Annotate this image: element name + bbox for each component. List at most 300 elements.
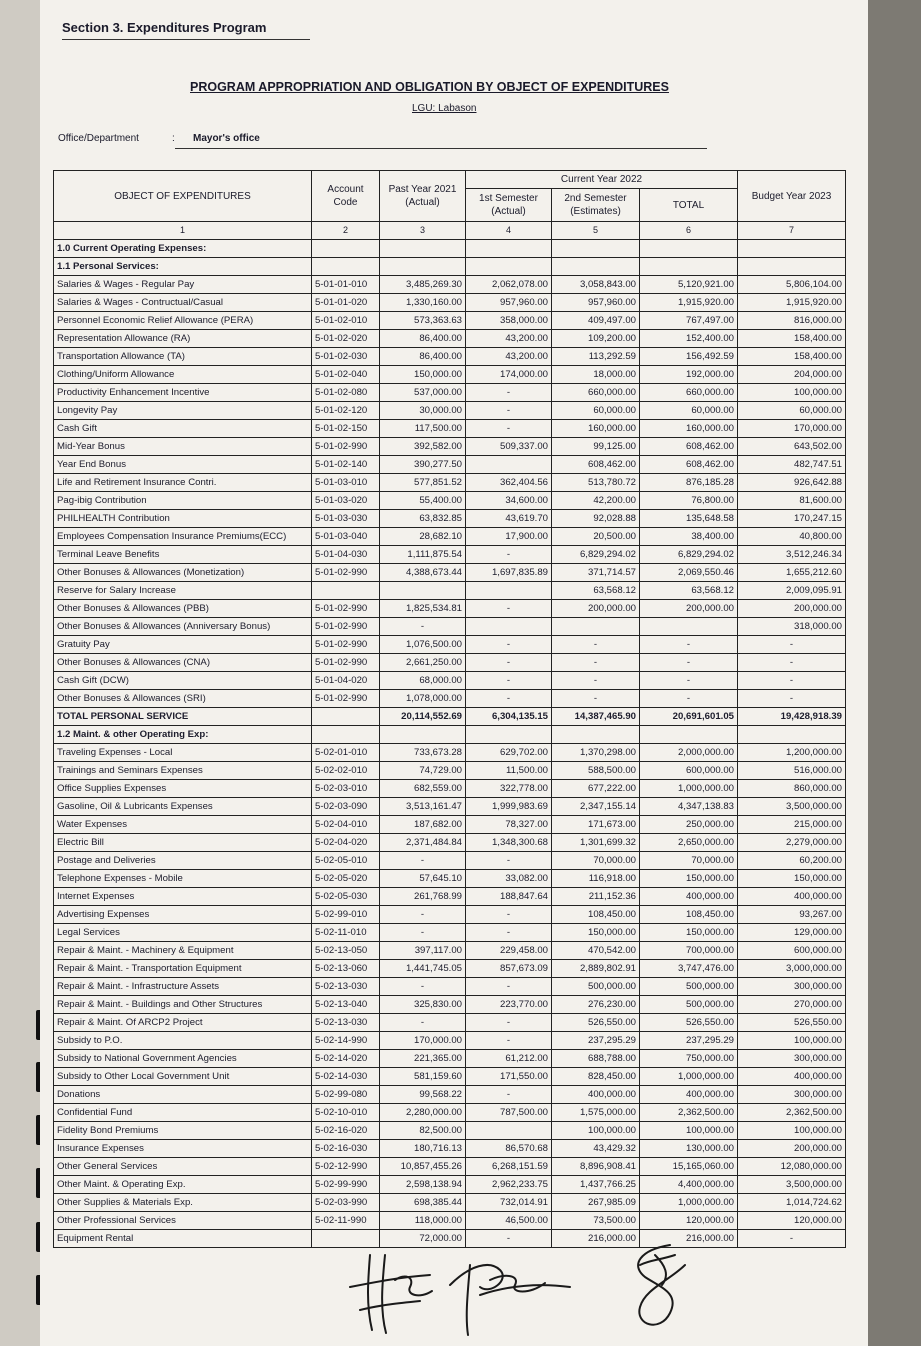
budget-cell: - (738, 672, 846, 690)
table-row (54, 906, 846, 924)
account-code-cell: 5-02-99-080 (312, 1086, 380, 1104)
total-cell: 15,165,060.00 (640, 1158, 738, 1176)
budget-cell: 215,000.00 (738, 816, 846, 834)
budget-cell: 100,000.00 (738, 384, 846, 402)
account-code-cell: 5-01-02-080 (312, 384, 380, 402)
account-code-cell: 5-02-10-010 (312, 1104, 380, 1122)
total-cell: 600,000.00 (640, 762, 738, 780)
sem2-cell: 63,568.12 (552, 582, 640, 600)
expenditure-name: Electric Bill (54, 834, 312, 852)
sem2-cell: 276,230.00 (552, 996, 640, 1014)
past-cell: - (380, 618, 466, 636)
sem1-cell: 43,200.00 (466, 348, 552, 366)
table-row (54, 420, 846, 438)
past-cell: - (380, 1014, 466, 1032)
budget-cell: 600,000.00 (738, 942, 846, 960)
sem2-cell: 500,000.00 (552, 978, 640, 996)
account-code-cell: 5-02-13-050 (312, 942, 380, 960)
budget-cell: 1,655,212.60 (738, 564, 846, 582)
sem1-cell: 6,268,151.59 (466, 1158, 552, 1176)
budget-cell: 270,000.00 (738, 996, 846, 1014)
budget-cell: 1,200,000.00 (738, 744, 846, 762)
expenditure-name: 1.2 Maint. & other Operating Exp: (54, 726, 312, 744)
account-code-cell: 5-01-02-040 (312, 366, 380, 384)
sem1-cell: 171,550.00 (466, 1068, 552, 1086)
past-cell: - (380, 906, 466, 924)
sem2-cell: 160,000.00 (552, 420, 640, 438)
sem1-cell: 629,702.00 (466, 744, 552, 762)
account-code-cell: 5-02-14-990 (312, 1032, 380, 1050)
sem1-cell: - (466, 690, 552, 708)
table-row (54, 690, 846, 708)
sem1-cell: - (466, 654, 552, 672)
total-cell (640, 618, 738, 636)
past-cell: 1,441,745.05 (380, 960, 466, 978)
budget-cell: 2,362,500.00 (738, 1104, 846, 1122)
past-cell (380, 258, 466, 276)
account-code-cell: 5-02-03-010 (312, 780, 380, 798)
expenditure-name: Clothing/Uniform Allowance (54, 366, 312, 384)
total-cell: 1,915,920.00 (640, 294, 738, 312)
account-code-cell: 5-01-02-020 (312, 330, 380, 348)
account-code-cell: 5-02-05-010 (312, 852, 380, 870)
total-cell: 4,400,000.00 (640, 1176, 738, 1194)
budget-cell: - (738, 1230, 846, 1248)
total-cell: 108,450.00 (640, 906, 738, 924)
header-budget-year: Budget Year 2023 (738, 171, 846, 222)
table-row (54, 276, 846, 294)
sem1-cell: - (466, 1014, 552, 1032)
table-row (54, 780, 846, 798)
table-row (54, 1086, 846, 1104)
signatures (340, 1225, 700, 1345)
expenditure-name: Office Supplies Expenses (54, 780, 312, 798)
sem1-cell: 1,697,835.89 (466, 564, 552, 582)
past-cell: 3,513,161.47 (380, 798, 466, 816)
budget-cell: 1,915,920.00 (738, 294, 846, 312)
past-cell: 99,568.22 (380, 1086, 466, 1104)
sem1-cell: - (466, 384, 552, 402)
table-row (54, 1104, 846, 1122)
past-cell: - (380, 978, 466, 996)
table-row (54, 528, 846, 546)
sem1-cell: - (466, 1230, 552, 1248)
total-cell: 2,650,000.00 (640, 834, 738, 852)
account-code-cell: 5-02-13-030 (312, 1014, 380, 1032)
column-number: 2 (312, 222, 380, 240)
past-cell: 180,716.13 (380, 1140, 466, 1158)
binder-edge (0, 0, 40, 1346)
account-code-cell: 5-02-04-010 (312, 816, 380, 834)
sem2-cell: 70,000.00 (552, 852, 640, 870)
expenditure-name: Insurance Expenses (54, 1140, 312, 1158)
budget-cell: 120,000.00 (738, 1212, 846, 1230)
sem2-cell: 92,028.88 (552, 510, 640, 528)
sem1-cell: 174,000.00 (466, 366, 552, 384)
sem2-cell: 150,000.00 (552, 924, 640, 942)
past-cell: - (380, 852, 466, 870)
sem1-cell: - (466, 672, 552, 690)
past-cell: 3,485,269.30 (380, 276, 466, 294)
account-code-cell: 5-01-03-010 (312, 474, 380, 492)
total-cell: 130,000.00 (640, 1140, 738, 1158)
expenditure-name: Cash Gift (DCW) (54, 672, 312, 690)
account-code-cell: 5-02-13-060 (312, 960, 380, 978)
sem1-cell: 46,500.00 (466, 1212, 552, 1230)
table-row (54, 564, 846, 582)
sem2-cell: 73,500.00 (552, 1212, 640, 1230)
total-cell: 192,000.00 (640, 366, 738, 384)
column-number: 7 (738, 222, 846, 240)
table-row (54, 636, 846, 654)
budget-cell: 2,009,095.91 (738, 582, 846, 600)
sem1-cell: - (466, 978, 552, 996)
table-row (54, 942, 846, 960)
sem2-cell: 828,450.00 (552, 1068, 640, 1086)
past-cell: 1,825,534.81 (380, 600, 466, 618)
header-past-year: Past Year 2021 (Actual) (380, 171, 466, 222)
total-cell: 2,069,550.46 (640, 564, 738, 582)
budget-cell: 300,000.00 (738, 978, 846, 996)
expenditure-name: Other Maint. & Operating Exp. (54, 1176, 312, 1194)
budget-cell: 300,000.00 (738, 1050, 846, 1068)
sem1-cell: - (466, 402, 552, 420)
total-cell: 6,829,294.02 (640, 546, 738, 564)
past-cell: 2,598,138.94 (380, 1176, 466, 1194)
document-page (40, 0, 868, 1346)
past-cell: 733,673.28 (380, 744, 466, 762)
sem2-cell: 99,125.00 (552, 438, 640, 456)
table-row (54, 654, 846, 672)
account-code-cell: 5-02-03-090 (312, 798, 380, 816)
sem2-cell: 409,497.00 (552, 312, 640, 330)
sem1-cell: 2,062,078.00 (466, 276, 552, 294)
sem1-cell: - (466, 1086, 552, 1104)
budget-cell: 1,014,724.62 (738, 1194, 846, 1212)
account-code-cell: 5-01-02-120 (312, 402, 380, 420)
budget-cell (738, 258, 846, 276)
expenditure-name: Donations (54, 1086, 312, 1104)
account-code-cell: 5-01-02-010 (312, 312, 380, 330)
past-cell: 390,277.50 (380, 456, 466, 474)
past-cell: 1,078,000.00 (380, 690, 466, 708)
total-cell (640, 240, 738, 258)
sem2-cell: 42,200.00 (552, 492, 640, 510)
account-code-cell: 5-01-02-990 (312, 636, 380, 654)
budget-cell: 158,400.00 (738, 348, 846, 366)
expenditure-name: Other Supplies & Materials Exp. (54, 1194, 312, 1212)
expenditure-name: Subsidy to P.O. (54, 1032, 312, 1050)
past-cell (380, 240, 466, 258)
past-cell: 74,729.00 (380, 762, 466, 780)
sem2-cell: 200,000.00 (552, 600, 640, 618)
lgu-label: LGU: Labason (412, 103, 477, 114)
budget-cell (738, 726, 846, 744)
past-cell: 325,830.00 (380, 996, 466, 1014)
budget-cell: 60,200.00 (738, 852, 846, 870)
account-code-cell: 5-02-16-020 (312, 1122, 380, 1140)
budget-cell: 400,000.00 (738, 1068, 846, 1086)
sem2-cell: 116,918.00 (552, 870, 640, 888)
sem1-cell (466, 618, 552, 636)
past-cell: 72,000.00 (380, 1230, 466, 1248)
sem2-cell: 113,292.59 (552, 348, 640, 366)
header-object: OBJECT OF EXPENDITURES (54, 171, 312, 222)
total-cell: 156,492.59 (640, 348, 738, 366)
sem2-cell: 108,450.00 (552, 906, 640, 924)
sem1-cell: 2,962,233.75 (466, 1176, 552, 1194)
expenditure-name: Other Bonuses & Allowances (CNA) (54, 654, 312, 672)
budget-cell: 526,550.00 (738, 1014, 846, 1032)
expenditure-name: Cash Gift (54, 420, 312, 438)
budget-cell: 204,000.00 (738, 366, 846, 384)
expenditure-name: Other Professional Services (54, 1212, 312, 1230)
expenditure-name: Salaries & Wages - Regular Pay (54, 276, 312, 294)
sem2-cell: 3,058,843.00 (552, 276, 640, 294)
expenditure-name: Subsidy to National Government Agencies (54, 1050, 312, 1068)
sem2-cell: 957,960.00 (552, 294, 640, 312)
office-value: Mayor's office (193, 133, 260, 144)
sem1-cell: 223,770.00 (466, 996, 552, 1014)
expenditure-name: Other Bonuses & Allowances (Monetization) (54, 564, 312, 582)
past-cell: 573,363.63 (380, 312, 466, 330)
sem2-cell: 513,780.72 (552, 474, 640, 492)
past-cell: 577,851.52 (380, 474, 466, 492)
past-cell: 1,330,160.00 (380, 294, 466, 312)
table-row (54, 834, 846, 852)
expenditure-name: Other Bonuses & Allowances (Anniversary Bonus) (54, 618, 312, 636)
account-code-cell: 5-01-02-990 (312, 654, 380, 672)
table-row (54, 546, 846, 564)
column-number: 4 (466, 222, 552, 240)
past-cell: 4,388,673.44 (380, 564, 466, 582)
account-code-cell: 5-02-05-020 (312, 870, 380, 888)
budget-cell: 816,000.00 (738, 312, 846, 330)
sem2-cell: 588,500.00 (552, 762, 640, 780)
table-row (54, 798, 846, 816)
sem1-cell: 61,212.00 (466, 1050, 552, 1068)
expenditure-name: Repair & Maint. - Transportation Equipment (54, 960, 312, 978)
total-cell: 500,000.00 (640, 978, 738, 996)
expenditure-name: Repair & Maint. - Buildings and Other Structures (54, 996, 312, 1014)
account-code-cell: 5-01-01-010 (312, 276, 380, 294)
total-cell: 660,000.00 (640, 384, 738, 402)
table-row (54, 1050, 846, 1068)
account-code-cell: 5-02-03-990 (312, 1194, 380, 1212)
total-cell: 1,000,000.00 (640, 780, 738, 798)
past-cell: 20,114,552.69 (380, 708, 466, 726)
expenditure-name: Fidelity Bond Premiums (54, 1122, 312, 1140)
budget-cell: 170,000.00 (738, 420, 846, 438)
table-row (54, 1176, 846, 1194)
sem2-cell: 1,301,699.32 (552, 834, 640, 852)
sem1-cell: 1,999,983.69 (466, 798, 552, 816)
sem1-cell: 1,348,300.68 (466, 834, 552, 852)
table-row (54, 366, 846, 384)
total-cell: 60,000.00 (640, 402, 738, 420)
sem2-cell: 211,152.36 (552, 888, 640, 906)
table-row (54, 600, 846, 618)
expenditure-name: Confidential Fund (54, 1104, 312, 1122)
sem1-cell: 33,082.00 (466, 870, 552, 888)
sem2-cell: 1,437,766.25 (552, 1176, 640, 1194)
section-header-row (54, 258, 846, 276)
total-cell: - (640, 690, 738, 708)
budget-cell: 150,000.00 (738, 870, 846, 888)
sem2-cell (552, 726, 640, 744)
past-cell: 221,365.00 (380, 1050, 466, 1068)
account-code-cell: 5-01-02-990 (312, 618, 380, 636)
sem2-cell: 2,889,802.91 (552, 960, 640, 978)
budget-cell: 300,000.00 (738, 1086, 846, 1104)
budget-cell: 200,000.00 (738, 1140, 846, 1158)
total-cell: - (640, 672, 738, 690)
budget-cell: 926,642.88 (738, 474, 846, 492)
sem2-cell: 237,295.29 (552, 1032, 640, 1050)
expenditure-name: Repair & Maint. - Machinery & Equipment (54, 942, 312, 960)
document-title: PROGRAM APPROPRIATION AND OBLIGATION BY OBJECT OF EXPENDITURES (190, 80, 669, 94)
sem2-cell: 1,370,298.00 (552, 744, 640, 762)
budget-cell: 19,428,918.39 (738, 708, 846, 726)
expenditure-name: Water Expenses (54, 816, 312, 834)
sem2-cell: 8,896,908.41 (552, 1158, 640, 1176)
total-cell: 76,800.00 (640, 492, 738, 510)
budget-cell: 3,000,000.00 (738, 960, 846, 978)
sem2-cell: - (552, 636, 640, 654)
sem2-cell: 14,387,465.90 (552, 708, 640, 726)
expenditure-name: Legal Services (54, 924, 312, 942)
budget-cell: 3,500,000.00 (738, 1176, 846, 1194)
account-code-cell: 5-02-05-030 (312, 888, 380, 906)
account-code-cell: 5-02-04-020 (312, 834, 380, 852)
budget-cell: 100,000.00 (738, 1032, 846, 1050)
total-cell: 38,400.00 (640, 528, 738, 546)
expenditure-name: Advertising Expenses (54, 906, 312, 924)
expenditure-name: Productivity Enhancement Incentive (54, 384, 312, 402)
sem2-cell: - (552, 690, 640, 708)
expenditure-name: 1.1 Personal Services: (54, 258, 312, 276)
sem1-cell: 78,327.00 (466, 816, 552, 834)
expenditure-name: Telephone Expenses - Mobile (54, 870, 312, 888)
table-body (54, 240, 846, 1248)
sem1-cell: - (466, 852, 552, 870)
past-cell: 698,385.44 (380, 1194, 466, 1212)
account-code-cell (312, 708, 380, 726)
office-department (58, 133, 260, 144)
total-cell: 200,000.00 (640, 600, 738, 618)
table-row (54, 294, 846, 312)
account-code-cell: 5-01-03-020 (312, 492, 380, 510)
sem1-cell: 787,500.00 (466, 1104, 552, 1122)
account-code-cell: 5-01-03-030 (312, 510, 380, 528)
past-cell: 28,682.10 (380, 528, 466, 546)
sem2-cell: 60,000.00 (552, 402, 640, 420)
total-cell: 5,120,921.00 (640, 276, 738, 294)
account-code-cell: 5-02-02-010 (312, 762, 380, 780)
past-cell: 10,857,455.26 (380, 1158, 466, 1176)
expenditure-name: Other Bonuses & Allowances (PBB) (54, 600, 312, 618)
expenditure-name: Year End Bonus (54, 456, 312, 474)
total-cell: 216,000.00 (640, 1230, 738, 1248)
budget-cell: 482,747.51 (738, 456, 846, 474)
budget-cell: 200,000.00 (738, 600, 846, 618)
sem1-cell: 358,000.00 (466, 312, 552, 330)
total-cell: 2,362,500.00 (640, 1104, 738, 1122)
table-row (54, 438, 846, 456)
budget-cell: 81,600.00 (738, 492, 846, 510)
total-cell: 526,550.00 (640, 1014, 738, 1032)
column-number: 6 (640, 222, 738, 240)
table-row (54, 384, 846, 402)
total-cell: 135,648.58 (640, 510, 738, 528)
column-number: 1 (54, 222, 312, 240)
office-colon: : (172, 133, 175, 144)
past-cell: 30,000.00 (380, 402, 466, 420)
past-cell: 68,000.00 (380, 672, 466, 690)
account-code-cell: 5-01-03-040 (312, 528, 380, 546)
table-row (54, 960, 846, 978)
total-cell: 700,000.00 (640, 942, 738, 960)
table-row (54, 456, 846, 474)
table-row (54, 1140, 846, 1158)
table-row (54, 996, 846, 1014)
table-row (54, 1158, 846, 1176)
sem1-cell (466, 726, 552, 744)
total-cell: 70,000.00 (640, 852, 738, 870)
sem1-cell: 188,847.64 (466, 888, 552, 906)
account-code-cell: 5-01-04-020 (312, 672, 380, 690)
expenditure-name: Gasoline, Oil & Lubricants Expenses (54, 798, 312, 816)
sem1-cell: - (466, 420, 552, 438)
budget-cell: 3,500,000.00 (738, 798, 846, 816)
total-cell: 100,000.00 (640, 1122, 738, 1140)
office-label: Office/Department (58, 133, 139, 144)
total-cell: 20,691,601.05 (640, 708, 738, 726)
sem2-cell: 526,550.00 (552, 1014, 640, 1032)
sem1-cell: - (466, 1032, 552, 1050)
sem2-cell: 171,673.00 (552, 816, 640, 834)
expenditure-name: Postage and Deliveries (54, 852, 312, 870)
account-code-cell (312, 240, 380, 258)
expenditure-name: Terminal Leave Benefits (54, 546, 312, 564)
expenditure-name: Traveling Expenses - Local (54, 744, 312, 762)
account-code-cell: 5-02-16-030 (312, 1140, 380, 1158)
total-cell: 120,000.00 (640, 1212, 738, 1230)
account-code-cell: 5-02-13-030 (312, 978, 380, 996)
expenditure-name: Subsidy to Other Local Government Unit (54, 1068, 312, 1086)
account-code-cell: 5-02-12-990 (312, 1158, 380, 1176)
total-cell: 767,497.00 (640, 312, 738, 330)
expenditure-name: Equipment Rental (54, 1230, 312, 1248)
sem1-cell: 509,337.00 (466, 438, 552, 456)
past-cell (380, 726, 466, 744)
sem1-cell: 86,570.68 (466, 1140, 552, 1158)
budget-cell: 5,806,104.00 (738, 276, 846, 294)
budget-cell: 3,512,246.34 (738, 546, 846, 564)
table-row (54, 312, 846, 330)
table-row (54, 1032, 846, 1050)
past-cell: 392,582.00 (380, 438, 466, 456)
budget-cell: - (738, 690, 846, 708)
sem1-cell (466, 258, 552, 276)
budget-cell: - (738, 636, 846, 654)
sem2-cell: 1,575,000.00 (552, 1104, 640, 1122)
header-total: TOTAL (640, 189, 738, 222)
account-code-cell: 5-01-04-030 (312, 546, 380, 564)
sem2-cell: 18,000.00 (552, 366, 640, 384)
sem2-cell: - (552, 672, 640, 690)
expenditure-name: Trainings and Seminars Expenses (54, 762, 312, 780)
